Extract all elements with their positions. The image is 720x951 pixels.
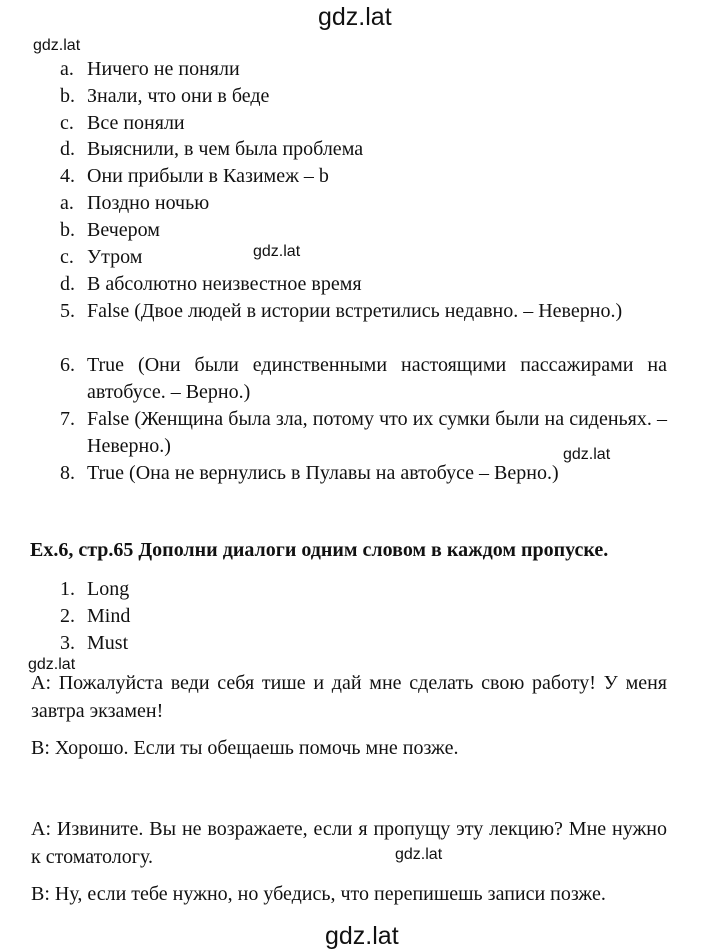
- list-text: Ничего не поняли: [87, 58, 240, 80]
- exercise-heading: Ex.6, стр.65 Дополни диалоги одним словом в каждом пропуске.: [30, 539, 609, 561]
- list-marker: 3.: [60, 632, 75, 654]
- list-text: Mind: [87, 605, 131, 627]
- watermark-mid: gdz.lat: [253, 243, 301, 260]
- list-text: Утром: [87, 246, 143, 268]
- dialogue-line: A: Извините. Вы не возражаете, если я пропущу эту лекцию? Мне нужно к стоматологу.: [31, 818, 667, 868]
- watermark-left-top: gdz.lat: [33, 37, 81, 54]
- list-text: Знали, что они в беде: [87, 85, 270, 107]
- list-marker: b.: [60, 85, 75, 107]
- list-marker: 6.: [60, 354, 75, 376]
- watermark-top: gdz.lat: [318, 3, 392, 31]
- list-text: False (Двое людей в истории встретились недавно. – Неверно.): [87, 300, 623, 322]
- list-text: Must: [87, 632, 129, 654]
- list-marker: c.: [60, 246, 74, 268]
- list-marker: d.: [60, 273, 75, 295]
- list-text: Они прибыли в Казимеж – b: [87, 165, 329, 187]
- list-marker: a.: [60, 58, 74, 80]
- list-marker: 1.: [60, 578, 75, 600]
- dialogue-line: B: Хорошо. Если ты обещаешь помочь мне позже.: [31, 737, 459, 759]
- watermark-lower-mid: gdz.lat: [395, 846, 443, 863]
- list-text: False (Женщина была зла, потому что их сумки были на сиденьях. – Неверно.): [87, 408, 667, 457]
- list-text: True (Они были единственными настоящими пассажирами на автобусе. – Верно.): [87, 354, 667, 403]
- list-marker: 5.: [60, 300, 75, 322]
- list-text: Поздно ночью: [87, 192, 210, 214]
- list-marker: d.: [60, 138, 75, 160]
- dialogue-line: A: Пожалуйста веди себя тише и дай мне сделать свою работу! У меня завтра экзамен!: [31, 672, 667, 722]
- dialogue-line: B: Ну, если тебе нужно, но убедись, что перепишешь записи позже.: [31, 883, 606, 905]
- list-marker: c.: [60, 112, 74, 134]
- list-marker: 2.: [60, 605, 75, 627]
- watermark-right: gdz.lat: [563, 446, 611, 463]
- list-text: В абсолютно неизвестное время: [87, 273, 362, 295]
- list-marker: b.: [60, 219, 75, 241]
- list-text: Вечером: [87, 219, 160, 241]
- list-marker: 4.: [60, 165, 75, 187]
- watermark-bottom: gdz.lat: [325, 922, 399, 950]
- list-text: Все поняли: [87, 112, 185, 134]
- list-marker: 8.: [60, 462, 75, 484]
- list-text: True (Она не вернулись в Пулавы на автобусе – Верно.): [87, 462, 559, 484]
- list-marker: a.: [60, 192, 74, 214]
- watermark-left-bottom: gdz.lat: [28, 656, 76, 673]
- list-text: Long: [87, 578, 130, 600]
- list-text: Выяснили, в чем была проблема: [87, 138, 364, 160]
- list-marker: 7.: [60, 408, 75, 430]
